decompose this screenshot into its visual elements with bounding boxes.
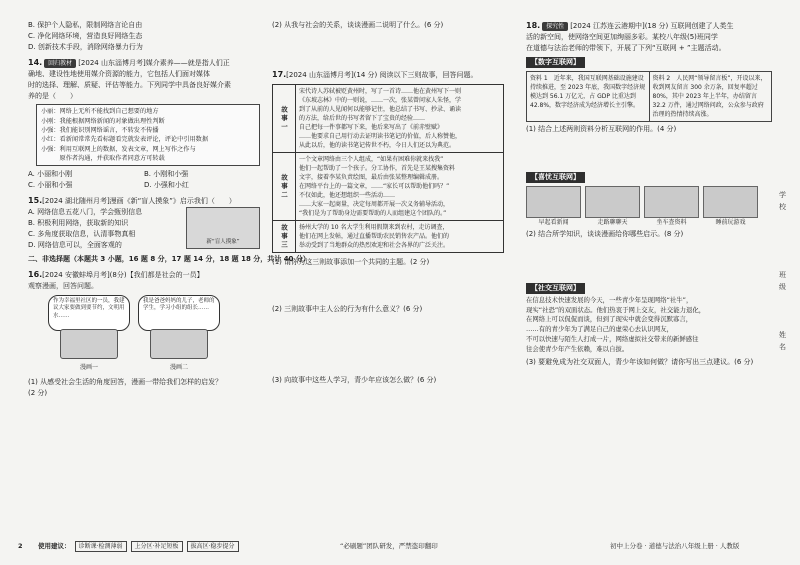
question-14 <box>28 57 260 191</box>
question-text: [2024 湖北随州月考]漫画《新“盲人摸象”》启示我们（ ） <box>42 196 236 205</box>
usage-chip: 诊断课·检测薄弱 <box>75 541 127 552</box>
question-number: 18. <box>526 21 541 30</box>
story-text: 到了从前的人见闻何以能够记住，他总结了书写、抄录、诵读 <box>299 106 462 114</box>
person-illustration <box>60 329 118 359</box>
statement: 小刚：我能根据网络新闻的对象做出理性判断 <box>41 117 165 125</box>
question-text: 养的是（ ） <box>28 91 77 100</box>
paragraph-line: 在信息技术快速发展的今天，一些青少年呈现网络“社牛”， <box>526 295 693 304</box>
cartoon-image <box>703 186 758 218</box>
story-text: 的方法，给后世的书写者留下了宝贵的经验…… <box>299 115 426 123</box>
story-row <box>273 153 504 221</box>
story-heading: 故事二 <box>273 153 296 221</box>
option[interactable]: B. 积极利用网络，获取新的知识 <box>28 219 129 228</box>
option[interactable]: A. 网络信息五花八门，学会甄别信息 <box>28 208 143 217</box>
statement: 小丽：网络上无所不能找到自己想要的地方 <box>41 108 159 116</box>
sub-question-score: (2 分) <box>28 388 48 397</box>
sub-question: (2) 三则故事中主人公的行为有什么意义？(6 分) <box>272 305 423 314</box>
option[interactable]: C. 小丽和小强 <box>28 181 73 190</box>
margin-label: 级 <box>779 283 786 291</box>
story-text: 从此以后，他的读书笔记传世不朽，今日人们还以为典范。 <box>299 142 456 150</box>
speech-bubble: 我是爸爸妈妈的儿子，老师的学生，学习小组的组长…… <box>138 295 220 331</box>
column-middle <box>272 20 504 386</box>
answer-space[interactable] <box>526 135 772 169</box>
story-text: “我们是为了帮助身边需要帮助的人而组建这个团队的。” <box>299 210 447 218</box>
cartoon-label: 走路聊聊天 <box>597 218 628 226</box>
option[interactable]: B. 小刚和小强 <box>144 170 189 179</box>
story-text: 不仅如此，他还想组织一些活动…… <box>299 192 396 200</box>
question-text: 在道德与法治老师的带领下，开展了下列“互联网 + ”主题活动。 <box>526 44 726 53</box>
cartoon-caption: 新“盲人摸象” <box>206 239 240 246</box>
question-number: 14. <box>28 57 43 67</box>
question-text: 时的选择、理解、质疑、评估等能力。下列同学中具备良好媒介素 <box>28 80 231 89</box>
person-illustration <box>150 329 208 359</box>
usage-chip: 拔高区·稳步提分 <box>187 541 239 552</box>
question-number: 17. <box>272 69 287 79</box>
story-heading: 故事三 <box>273 221 296 253</box>
section-heading: 二、非选择题（本题共 3 小题，16 题 8 分，17 题 14 分，18 题 18 分，共计 40 分） <box>28 254 310 263</box>
cartoon-panel <box>703 186 758 227</box>
story-heading: 故事一 <box>273 85 296 153</box>
statement: 小强：利用互联网上的数据，发表文章，网上写作之作与 <box>41 145 196 153</box>
blind-men-cartoon <box>186 207 260 249</box>
panel-caption: 漫画一 <box>79 364 98 372</box>
question-text: [2024 江苏连云港期中](18 分) 互联网创建了人类生 <box>570 22 734 30</box>
material-2: 资料 2 人民网“领导留言板”，开设以来，收到网友留言 300 余万条，回复率超过 80%，其中 2023 年上半年，办结留言 32.2 万件，通过网络问政，公众参与政府治理的热情持续高涨。 <box>649 72 772 121</box>
option-line: B. 保护个人隐私，限制网络言论自由 <box>28 21 143 29</box>
statement: 原作者沟通，并获取作者同意方可转载 <box>41 154 165 162</box>
question-tag: 回归教材 <box>44 59 76 68</box>
cartoon-panel <box>644 186 699 227</box>
option[interactable]: D. 网络信息可以，全面客观的 <box>28 240 122 249</box>
material-1: 资料 1 近年来，我国互联网基础设施建设持续推进，至 2023 年底，我国数字经济规模达到 56.1 万亿元，占 GDP 比重达到 42.8%，数字经济成为经济增长主引擎。 <box>530 74 646 109</box>
option[interactable]: C. 多角度获取信息，认清事物真相 <box>28 230 136 238</box>
usage-chip: 上分区·补足短板 <box>131 541 183 552</box>
sub-question: (1) 从感受社会生活的角度回答，漫画一带给我们怎样的启发？ <box>28 377 223 386</box>
section-label: 【数字互联网】 <box>526 57 585 68</box>
cartoon-image <box>644 186 699 218</box>
footer-center-text: “必刷题”团队研发，严禁盗印翻印 <box>340 542 438 550</box>
sub-question: (3) 向故事中这些人学习，青少年应该怎么做？(6 分) <box>272 375 437 384</box>
cartoon-panel <box>526 186 581 227</box>
section-label: 【社交互联网】 <box>526 283 585 294</box>
answer-space[interactable] <box>272 268 504 304</box>
story-text: 扬州大学的 10 名大学生利用假期来到农村，走访调查， <box>299 224 449 232</box>
story-text: 他们一起帮助了一个孩子。分工协作，首先是王某搜集资料 <box>299 165 456 173</box>
story-row <box>273 85 504 153</box>
question-16 <box>28 269 260 399</box>
question-text: [2024 安徽蚌埠月考](8分)【我们都是社会的一员】 <box>42 270 204 279</box>
comic-strip <box>48 295 260 372</box>
answer-options <box>28 169 260 191</box>
cartoon-panel <box>585 186 640 227</box>
paragraph-line: 在网络上可以侃侃而谈，但到了现实中就会变得沉默寡言， <box>526 315 693 324</box>
page-number: 2 <box>18 542 23 550</box>
sub-question: (1) 结合上述两则资料分析互联网的作用。(4 分) <box>526 124 677 133</box>
paragraph-line: 不可以快速与陌生人打成一片，网络虚拟社交带来的新鲜感往 <box>526 335 699 344</box>
sub-question: (1) 请你为这三则故事添加一个共同的主题。(2 分) <box>272 258 430 267</box>
answer-space[interactable] <box>526 240 772 280</box>
story-text: 他们在网上发帖，通过直播帮助农民销售农产品。他们的 <box>299 233 450 241</box>
story-text: ……大家一起商量，决定每周都开展一次义务辅导活动， <box>299 201 450 209</box>
cartoon-label: 睡前玩游戏 <box>715 218 746 226</box>
section-label: 【喜忧互联网】 <box>526 172 585 183</box>
option[interactable]: D. 小强和小红 <box>144 181 189 190</box>
margin-label: 学 <box>779 191 786 199</box>
story-text: 《东坡志林》中的一则说，……一次，张某曾问家人朱怪，学 <box>299 97 462 105</box>
question-15 <box>28 195 260 251</box>
cartoon-image <box>526 186 581 218</box>
paragraph-line: ……有的青少年为了满足自己的虚荣心去认识网友， <box>526 325 673 334</box>
statement-box <box>36 104 260 166</box>
question-text: [2024 山东淄博月考](14 分) 阅读以下三则故事，回答问题。 <box>286 70 478 79</box>
question-text: [2024 山东淄博月考]媒介素养——就是指人们正 <box>78 58 230 67</box>
story-text: 在网络平台上的一篇文章，……“家长可以帮助他们吗？” <box>299 183 450 191</box>
usage-tip <box>38 541 239 552</box>
margin-label: 姓 <box>779 331 786 339</box>
question-text: 活的新空间，使网络空间更加绚丽多彩。某校八年级(5)班同学 <box>526 33 718 42</box>
question-text: 确地、建设性地使用媒介资源的能力，它包括人们面对媒体 <box>28 69 210 78</box>
margin-label: 校 <box>779 203 786 211</box>
story-text: 举动受到了当地群众的热烈欢迎和社会各界的广泛关注。 <box>299 242 450 250</box>
paragraph-line: 现实“社恐”的双面状态。他们热衷于网上交友，社交能力退化， <box>526 305 706 314</box>
comic-panel-1 <box>48 295 130 372</box>
margin-label: 名 <box>779 343 786 351</box>
option-line: D. 创新技术手段，消除网络暴力行为 <box>28 42 143 51</box>
answer-space[interactable] <box>272 31 504 69</box>
cartoon-row <box>526 186 772 227</box>
cartoon-label: 坐车查资料 <box>656 218 687 226</box>
speech-bubble: 作为幸福里社区的一员，我建议大家要做到要节约，文明用水…… <box>48 295 130 331</box>
story-text: 一个文章网络由三个人组成，“如果有困难你就来找我” <box>299 156 444 164</box>
cartoon-image <box>585 186 640 218</box>
paragraph-line: 往会使青少年产生依赖，难以自拔。 <box>526 345 629 354</box>
story-text: 文字，接着李某负责绘图，最后由张某整理编辑成册。 <box>299 174 444 182</box>
footer-right-text: 初中上分卷 · 道德与法治八年级上册 · 人教版 <box>610 542 740 550</box>
answer-space[interactable] <box>272 315 504 375</box>
instruction: 观察漫画，回答问题。 <box>28 281 98 290</box>
story-table <box>272 84 504 253</box>
statement: 小红：看新闻常常先看标题看完就发表评论，评论中引用数据 <box>41 136 209 144</box>
story-row <box>273 221 504 253</box>
question-tag: 探究性 <box>542 22 568 31</box>
material-box <box>526 71 772 122</box>
statement: 小强：我们能识别网络谣言，不转发不传播 <box>41 127 159 135</box>
comic-panel-2 <box>138 295 220 372</box>
sub-question: (2) 结合所学知识，谈谈漫画给你哪些启示。(8 分) <box>526 229 684 238</box>
story-text: 自己把每一件事都写下来，他后来写出了《前赤壁赋》 <box>299 124 444 132</box>
story-text: 宋代诗人苏轼被贬黄州时，写了一首诗……他在黄州写下一则 <box>299 88 462 96</box>
option-line: C. 净化网络环境，营造良好网络生态 <box>28 31 143 40</box>
cartoon-label: 早起看新闻 <box>538 218 569 226</box>
panel-caption: 漫画二 <box>169 364 188 372</box>
sub-question: (3) 要避免成为社交双面人，青少年该如何做？请你写出三点建议。(6 分) <box>526 358 754 367</box>
question-number: 16. <box>28 269 43 279</box>
column-right <box>526 20 772 368</box>
margin-label: 班 <box>779 271 786 279</box>
question-number: 15. <box>28 195 43 205</box>
option[interactable]: A. 小丽和小刚 <box>28 170 73 179</box>
usage-label: 使用建议： <box>38 542 71 550</box>
story-text: ……他要求自己用行动去证明读书笔记的价值，后人称赞他， <box>299 133 462 141</box>
sub-question: (2) 从我与社会的关系，谈谈漫画二说明了什么。(6 分) <box>272 21 444 29</box>
